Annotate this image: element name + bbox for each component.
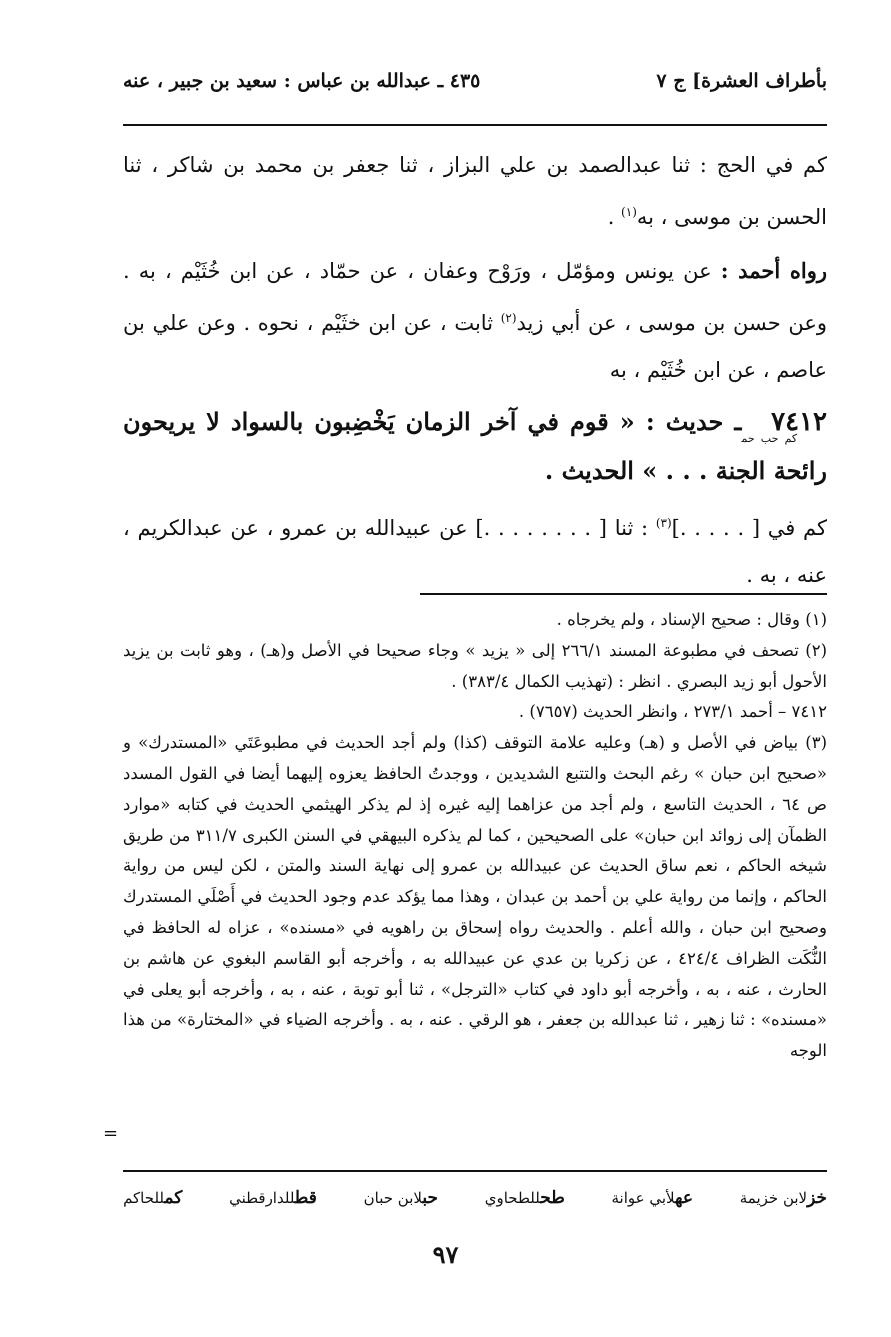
- legend-rule: [123, 1170, 827, 1172]
- paragraph-hakim-blank: كم في [ . . . . .]$^{(٣)}$ : ثنا [ . . . . . . . .] عن عبيدالله بن عمرو ، عن عبدالكريم ، عنه ، به .: [123, 516, 828, 587]
- paragraph-ahmad: رواه أحمد : عن يونس ومؤمّل ، ورَوْح وعفان ، عن حمّاد ، عن ابن خُثَيْم ، به . وعن حسن بن موسى ، عن أبي زيد$^{(٢)}$ ثابت ، عن ابن خثَيْم ، نحوه . وعن علي بن عاصم ، عن ابن خُثَيْم ، به: [123, 258, 827, 382]
- hadith-number: ٧٤١٢: [771, 407, 827, 437]
- running-header: [123, 70, 827, 92]
- main-text: [123, 142, 827, 605]
- legend-item: خزلابن خزيمة: [739, 1188, 827, 1208]
- footnote-3: (٣) بياض في الأصل و (هـ) وعليه علامة التوقف (كذا) ولم أجد الحديث في مطبوعَتَي «المستدرك» و «صحيح ابن حبان » رغم البحث والتتبع الشديدين ، ووجدتُ الحافظ يعزوه إليهما أيضا في القول المسدد ص ٦٤ ، الحديث التاسع ، ولم أجد من عزاهما إليه غيره إذ لم يذكر الهيثمي الحديث في كتابه «موارد الظمآن إلى زوائد ابن حبان» على الصحيحين ، كما لم يذكره البيهقي في السنن الكبرى ٣١١/٧ من طريق شيخه الحاكم ، نعم ساق الحديث عن عبيدالله بن عمرو إلى نهاية السند والمتن ، لكن ليس من رواية الحاكم ، وإنما من رواية علي بن أحمد بن عبدان ، وهذا مما يؤكد عدم وجود الحديث في أَصْلَي المستدرك وصحيح ابن حبان ، والله أعلم . والحديث رواه إسحاق بن راهويه في «مسنده» ، عزاه له الحافظ في النُّكَت الظراف ٤٢٤/٤ ، عن زكريا بن عدي عن عبيدالله به ، وأخرجه أبو القاسم البغوي عن هاشم بن الحارث ، عنه ، به ، وأخرجه أبو داود في كتاب «الترجل» ، ثنا أبو توبة ، عنه ، به ، وأخرجه أبو يعلى في «مسنده» : ثنا زهير ، ثنا عبدالله بن جعفر ، هو الرقي . عنه ، به . وأخرجه الضياء في «المختارة» من هذا الوجه: [123, 733, 827, 1061]
- header-volume: بأطراف العشرة] ج ٧: [656, 70, 827, 92]
- footnote-1: (١) وقال : صحيح الإسناد ، ولم يخرجاه .: [556, 610, 827, 629]
- footnote-2: (٢) تصحف في مطبوعة المسند ٢٦٦/١ إلى « يزيد » وجاء صحيحا في الأصل و(هـ) ، وهو ثابت بن يزيد الأحول أبو زيد البصري . انظر : (تهذيب الكمال ٣٨٣/٤) .: [123, 640, 827, 691]
- header-chapter: ٤٣٥ ـ عبدالله بن عباس : سعيد بن جبير ، عنه: [123, 70, 481, 92]
- continuation-mark: =: [103, 1123, 119, 1144]
- legend-item: كمللحاكم: [123, 1188, 183, 1208]
- paragraph-hakim-hajj: كم في الحج : ثنا عبدالصمد بن علي البزاز ، ثنا جعفر بن محمد بن شاكر ، ثنا الحسن بن موسى ، به$^{(١)}$ .: [123, 153, 827, 229]
- footnote-ref-3[interactable]: (٣): [655, 516, 672, 530]
- footnote-ref-2[interactable]: (٢): [500, 311, 517, 325]
- page-number: ٩٧: [432, 1240, 459, 1269]
- narrator-ahmad: رواه أحمد :: [720, 258, 827, 283]
- hadith-source-codes: كم حب حم: [741, 432, 798, 445]
- hadith-text: ـ حديث : « قوم في آخر الزمان يَخْضِبون بالسواد لا يريحون رائحة الجنة . . . » الحديث .: [123, 407, 827, 485]
- footnote-hadith-7412: ٧٤١٢ – أحمد ٢٧٣/١ ، وانظر الحديث (٧٦٥٧) .: [518, 702, 827, 722]
- footnote-ref-1[interactable]: (١): [621, 205, 637, 219]
- source-abbreviations-legend: [123, 1188, 827, 1208]
- footnote-separator: [420, 593, 827, 595]
- legend-item: عهلأبي عوانة: [611, 1188, 693, 1208]
- header-rule: [123, 124, 827, 126]
- legend-item: طحللطحاوي: [484, 1188, 565, 1208]
- footnotes: [123, 605, 827, 1067]
- legend-item: حبلابن حبان: [363, 1188, 438, 1208]
- hadith-entry: [123, 400, 827, 494]
- legend-item: قطللدارقطني: [229, 1188, 317, 1208]
